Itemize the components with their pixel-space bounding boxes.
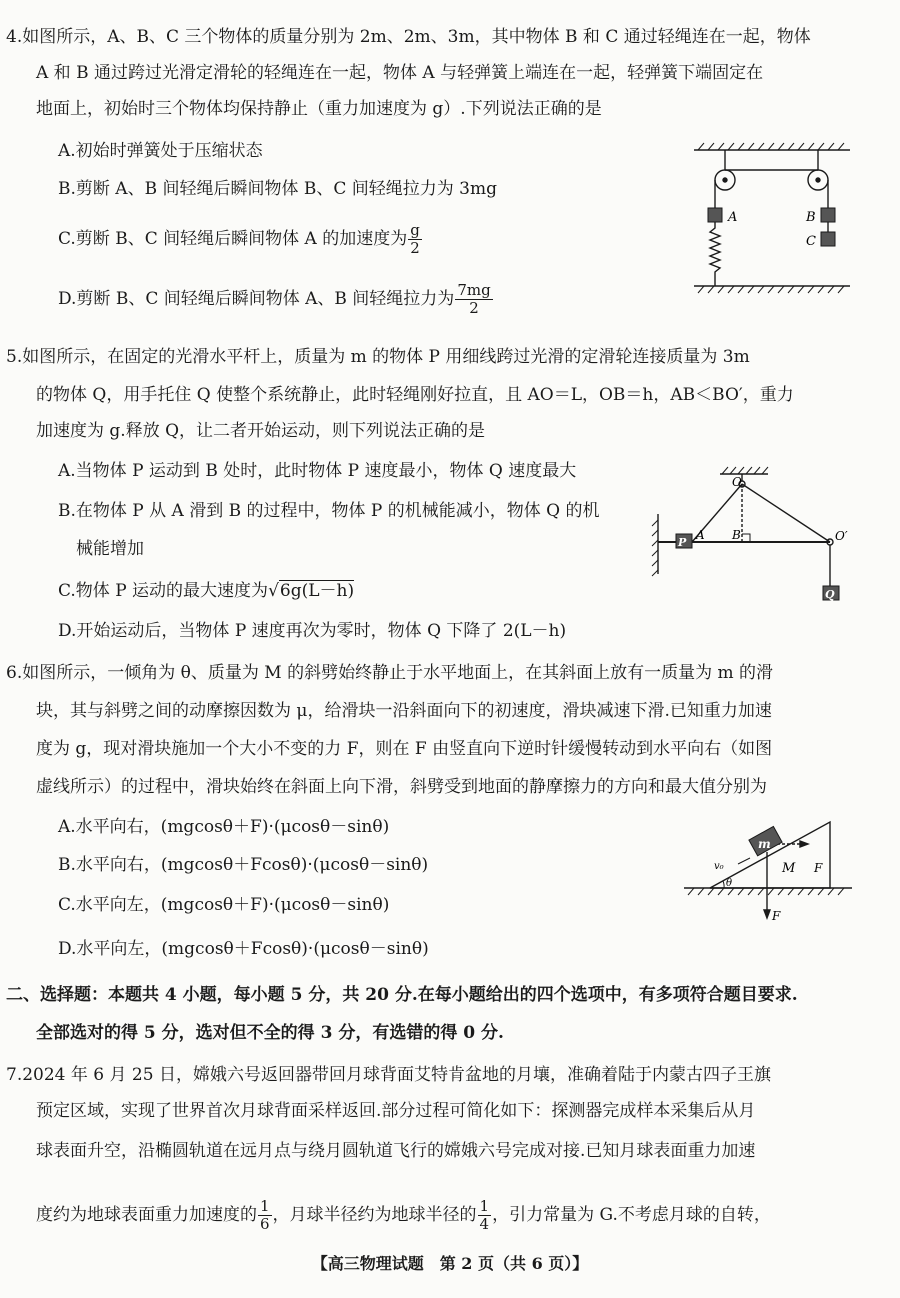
q5-label-q: Q [825, 588, 835, 601]
q5-option-c-radicand: 6g(L－h) [279, 581, 355, 601]
q6-label-f-horizontal: F [814, 861, 823, 875]
q4-option-d-fraction [455, 282, 492, 317]
q5-option-d: D.开始运动后，当物体 P 速度再次为零时，物体 Q 下降了 2(L－h) [58, 621, 567, 641]
q5-label-b: B [732, 528, 741, 542]
q6-line-1: 6.如图所示，一倾角为 θ、质量为 M 的斜劈始终静止于水平地面上，在其斜面上放有一质量为 m 的滑 [6, 663, 773, 683]
q4-d-denominator: 2 [469, 299, 479, 317]
q5-option-b-line-1: B.在物体 P 从 A 滑到 B 的过程中，物体 P 的机械能减小，物体 Q 的机 [58, 501, 600, 521]
q5-option-c-text: C.物体 P 运动的最大速度为 [58, 581, 269, 601]
q5-label-p: P [678, 536, 687, 549]
q5-option-a: A.当物体 P 运动到 B 处时，此时物体 P 速度最小，物体 Q 速度最大 [58, 461, 577, 481]
q7-fraction-1-denominator: 6 [260, 1215, 270, 1233]
q7-line-4-part-b: ，月球半径约为地球半径的 [272, 1205, 477, 1225]
page-footer: 【高三物理试题 第 2 页（共 6 页）】 [311, 1254, 589, 1273]
q4-option-d-text: D.剪断 B、C 间轻绳后瞬间物体 A、B 间轻绳拉力为 [58, 289, 455, 309]
q4-line-3: 地面上，初始时三个物体均保持静止（重力加速度为 g）.下列说法正确的是 [36, 99, 602, 119]
q6-incline-figure [680, 808, 860, 928]
q4-option-d [58, 282, 494, 317]
q6-option-b: B.水平向右，(mgcosθ＋Fcosθ)·(μcosθ－sinθ) [58, 855, 429, 875]
q5-label-a: A [696, 528, 705, 542]
q4-line-2: A 和 B 通过跨过光滑定滑轮的轻绳连在一起，物体 A 与轻弹簧上端连在一起，轻弹簧下端固定在 [36, 63, 764, 83]
q6-label-f-vertical: F [772, 909, 781, 923]
q4-option-c [58, 222, 423, 257]
q6-label-m-small: m [758, 837, 771, 851]
q5-label-o-prime: O′ [835, 529, 848, 543]
q4-c-numerator: g [410, 221, 420, 239]
q7-line-4-part-c: ，引力常量为 G.不考虑月球的自转， [492, 1205, 771, 1225]
q7-fraction-2 [478, 1198, 492, 1233]
q6-line-3: 度为 g，现对滑块施加一个大小不变的力 F，则在 F 由竖直向下逆时针缓慢转动到水平向右（如图 [36, 739, 773, 759]
q7-fraction-1 [258, 1198, 272, 1233]
q7-line-4 [36, 1198, 771, 1233]
q7-fraction-2-denominator: 4 [479, 1215, 490, 1233]
q7-line-2: 预定区域，实现了世界首次月球背面采样返回.部分过程可简化如下：探测器完成样本采集后从月 [36, 1101, 756, 1121]
q7-fraction-2-numerator: 1 [479, 1197, 490, 1215]
q4-label-c: C [806, 234, 816, 249]
q7-line-4-part-a: 度约为地球表面重力加速度的 [36, 1205, 257, 1225]
q7-fraction-1-numerator: 1 [260, 1197, 270, 1215]
sqrt-sign: √ [268, 581, 279, 601]
q4-line-1: 4.如图所示，A、B、C 三个物体的质量分别为 2m、2m、3m，其中物体 B 和 C 通过轻绳连在一起，物体 [6, 27, 811, 47]
q4-option-a: A.初始时弹簧处于压缩状态 [58, 141, 263, 161]
q6-label-m-large: M [782, 861, 796, 876]
q5-option-b-line-2: 械能增加 [76, 539, 144, 559]
q5-label-o: O [732, 475, 742, 489]
q5-line-3: 加速度为 g.释放 Q，让二者开始运动，则下列说法正确的是 [36, 421, 486, 441]
q4-d-numerator: 7mg [457, 281, 491, 299]
q5-line-1: 5.如图所示，在固定的光滑水平杆上，质量为 m 的物体 P 用细线跨过光滑的定滑轮连接质量为 3m [6, 347, 750, 367]
q6-option-c: C.水平向左，(mgcosθ＋F)·(μcosθ－sinθ) [58, 895, 390, 915]
q5-line-2: 的物体 Q，用手托住 Q 使整个系统静止，此时轻绳刚好拉直，且 AO＝L，OB＝h，AB＜BO′，重力 [36, 385, 794, 405]
section-2-heading-line-2: 全部选对的得 5 分，选对但不全的得 3 分，有选错的得 0 分. [36, 1023, 504, 1043]
section-2-heading-line-1: 二、选择题：本题共 4 小题，每小题 5 分，共 20 分.在每小题给出的四个选项中，有多项符合题目要求. [6, 985, 798, 1005]
q5-option-c [58, 580, 354, 602]
q4-label-a: A [728, 210, 738, 225]
q6-label-theta: θ [726, 878, 733, 889]
q4-label-b: B [806, 210, 816, 225]
q6-line-2: 块，其与斜劈之间的动摩擦因数为 μ，给滑块一沿斜面向下的初速度，滑块减速下滑.已知重力加速 [36, 701, 772, 721]
q6-option-a: A.水平向右，(mgcosθ＋F)·(μcosθ－sinθ) [58, 817, 390, 837]
q6-line-4: 虚线所示）的过程中，滑块始终在斜面上向下滑，斜劈受到地面的静摩擦力的方向和最大值分别为 [36, 777, 767, 797]
q4-option-c-text: C.剪断 B、C 间轻绳后瞬间物体 A 的加速度为 [58, 229, 408, 249]
q7-line-1: 7.2024 年 6 月 25 日，嫦娥六号返回器带回月球背面艾特肯盆地的月壤，准确着陆于内蒙古四子王旗 [6, 1065, 771, 1085]
q4-c-denominator: 2 [410, 239, 420, 257]
q5-pulley-figure [650, 464, 860, 614]
q4-pulley-figure [690, 140, 860, 300]
q6-option-d: D.水平向左，(mgcosθ＋Fcosθ)·(μcosθ－sinθ) [58, 939, 429, 959]
q4-option-b: B.剪断 A、B 间轻绳后瞬间物体 B、C 间轻绳拉力为 3mg [58, 179, 498, 199]
q4-option-c-fraction [408, 222, 422, 257]
q6-label-v0: v₀ [714, 861, 724, 872]
q7-line-3: 球表面升空，沿椭圆轨道在远月点与绕月圆轨道飞行的嫦娥六号完成对接.已知月球表面重力加速 [36, 1141, 756, 1161]
